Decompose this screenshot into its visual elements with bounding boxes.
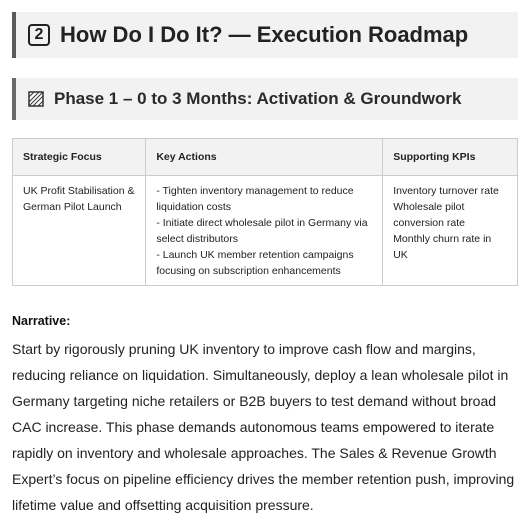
kpi-item: Monthly churn rate in UK xyxy=(393,233,492,261)
narrative-text: Start by rigorously pruning UK inventory to improve cash flow and margins, reducing reliance on liquidation. Simultaneously, deploy a lean wholesale pilot in Germany targeting niche retailers or B2B buyers to test demand without broad CAC increase. This phase demands autonomous teams empowered to iterate rapidly on inventory and wholesale approaches. The Sales & Revenue Growth Expert’s focus on pipeline efficiency drives the member retention push, improving lifetime value and offsetting acquisition pressure. xyxy=(12,341,515,513)
hatched-square-icon xyxy=(28,91,44,107)
roadmap-table xyxy=(12,138,518,286)
key-actions-cell xyxy=(146,176,383,286)
strategic-focus-cell xyxy=(13,176,146,286)
phase-header xyxy=(12,78,518,120)
table-row xyxy=(13,176,518,286)
table-header-row xyxy=(13,139,518,176)
phase-title: Phase 1 – 0 to 3 Months: Activation & Groundwork xyxy=(54,89,462,108)
narrative-label: Narrative: xyxy=(12,314,71,328)
supporting-kpis-cell xyxy=(383,176,518,286)
strategic-focus-text: UK Profit Stabilisation & German Pilot Launch xyxy=(23,185,135,213)
kpi-item: Inventory turnover rate xyxy=(393,185,499,197)
column-header-strategic-focus: Strategic Focus xyxy=(13,139,146,176)
section-number-badge: 2 xyxy=(28,24,50,46)
key-action-item: - Tighten inventory management to reduce liquidation costs xyxy=(156,185,354,213)
kpi-item: Wholesale pilot conversion rate xyxy=(393,201,465,229)
column-header-key-actions: Key Actions xyxy=(146,139,383,176)
column-header-supporting-kpis: Supporting KPIs xyxy=(383,139,518,176)
key-action-item: - Initiate direct wholesale pilot in Germany via select distributors xyxy=(156,217,368,245)
section-header xyxy=(12,12,518,58)
key-action-item: - Launch UK member retention campaigns focusing on subscription enhancements xyxy=(156,249,354,277)
section-title: How Do I Do It? — Execution Roadmap xyxy=(60,22,469,47)
